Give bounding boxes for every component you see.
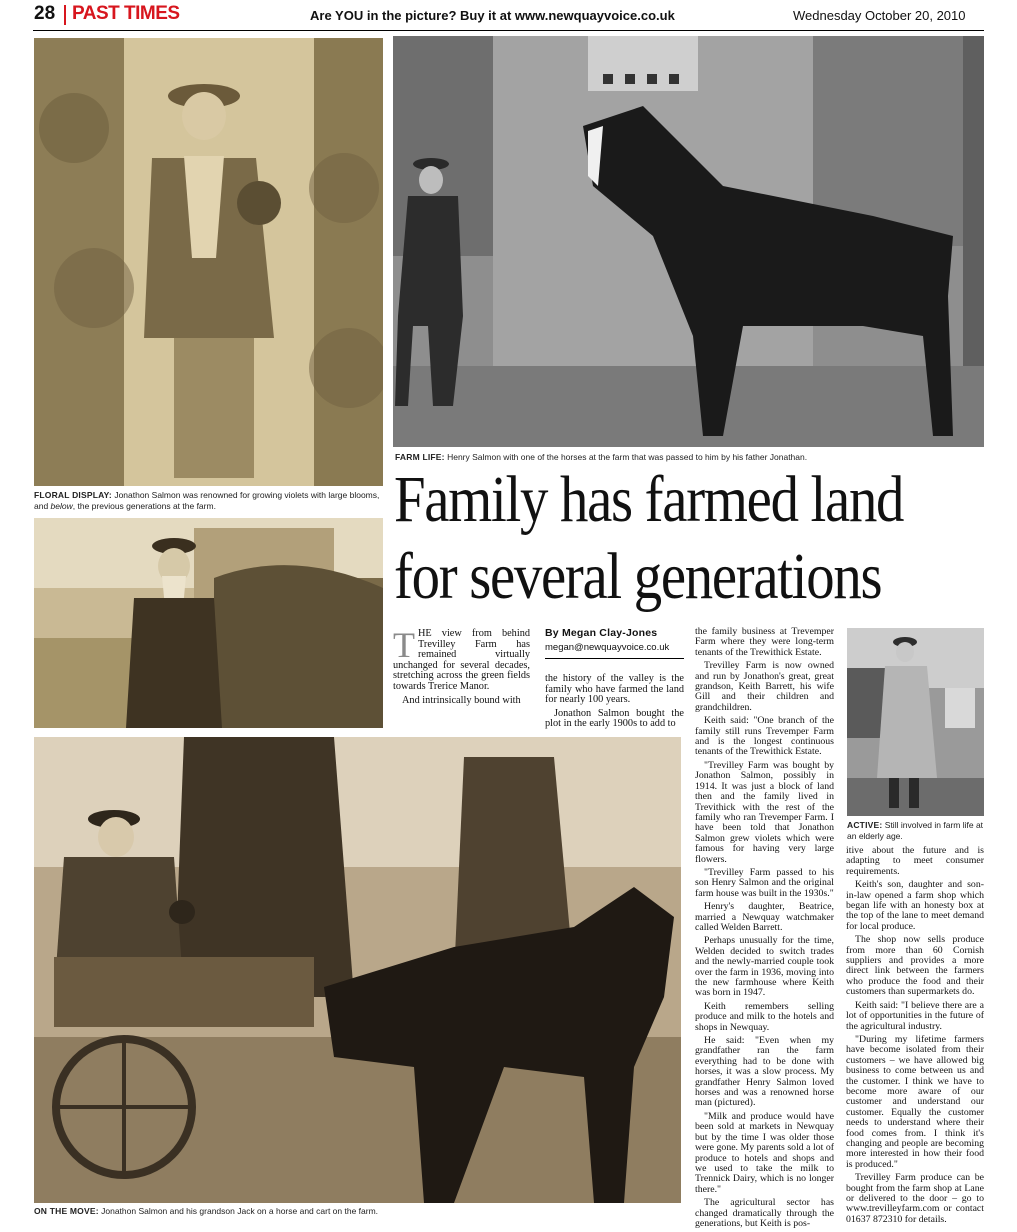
previous-generations-photo [34,518,383,728]
on-the-move-caption: ON THE MOVE: Jonathon Salmon and his grandson Jack on a horse and cart on the farm. [34,1206,379,1216]
article-paragraph: Keith said: "I believe there are a lot of opportunities in the future of the agricultural industry. [846,999,984,1032]
article-paragraph: The shop now sells produce from more than 60 Cornish suppliers and provides a more direct link between the farmers who produce the food and their customers than supermarkets do. [846,934,984,998]
article-column-4 [846,846,984,1228]
header-divider [64,5,66,25]
floral-display-caption: FLORAL DISPLAY: Jonathon Salmon was renowned for growing violets with large blooms, and below, the previous generations at the farm. [34,490,380,511]
farm-life-caption: FARM LIFE: Henry Salmon with one of the horses at the farm that was passed to him by his father Jonathan. [395,452,808,462]
page-number: 28 [34,3,56,24]
active-photo [847,628,984,816]
header-rule [33,30,984,31]
article-paragraph: "During my lifetime farmers have become isolated from their customers – we have allowed big business to come between us and the customer. I think we have to become more aware of our customer and understand our customer. Equally the customer needs to understand where their food comes from. I think it's changing and people are becoming more interested in how their food is produced." [846,1033,984,1170]
article-paragraph: He said: "Even when my grandfather ran the farm everything had to be done with horses, it was a slow process. My grandfather Henry Salmon loved horses and was a renowned horse man (pictured). [695,1035,834,1109]
article-lead-paragraph: THE view from behind Trevilley Farm has remained virtually unchanged for several decades, stretching across the green fields towards Trerice Manor. [393,625,530,692]
article-paragraph: Trevilley Farm produce can be bought from the farm shop at Lane or delivered to the door – go to www.trevilleyfarm.com or contact 01637 872310 for details. [846,1172,984,1225]
active-caption: ACTIVE: Still involved in farm life at an elderly age. [847,820,984,841]
article-paragraph: Henry's daughter, Beatrice, married a Newquay watchmaker called Welden Barrett. [695,901,834,933]
article-paragraph: Jonathon Salmon bought the plot in the early 1900s to add to [545,707,684,730]
article-column-1 [393,625,530,709]
section-title: PAST TIMES [72,3,180,24]
article-paragraph: "Milk and produce would have been sold at markets in Newquay but by the time I was older those were gone. My parents sold a lot of produce to hotels and shops and we used to take the milk to Trennick Dairy, which is no longer there." [695,1110,834,1195]
byline: By Megan Clay-Jones [545,627,658,639]
article-paragraph: the history of the valley is the family who have farmed the land for nearly 100 years. [545,673,684,706]
article-paragraph: Perhaps unusually for the time, Welden decided to switch trades and the newly-married couple took over the farm in 1936, moving into the new farmhouse where Keith was born in 1947. [695,935,834,999]
article-paragraph: "Trevilley Farm passed to his son Henry Salmon and the original farm house was built in the 1930s." [695,866,834,899]
promo-line: Are YOU in the picture? Buy it at www.newquayvoice.co.uk [310,8,675,23]
headline-line-1: Family has farmed land [394,463,904,536]
article-paragraph: Trevilley Farm is now owned and run by Jonathon's great, great grandson, Keith Barrett, his wife Gill and their children and grandchildren. [695,660,834,713]
article-paragraph: And intrinsically bound with [402,694,521,706]
article-paragraph: itive about the future and is adapting to meet consumer requirements. [846,845,984,877]
caption-label: FLORAL DISPLAY: [34,490,112,500]
farm-life-photo [393,36,984,447]
drop-cap: T [393,625,415,665]
article-column-3 [695,627,834,1232]
byline-rule [545,658,684,659]
floral-display-photo [34,38,383,486]
article-paragraph: the family business at Trevemper Farm where they were long-term tenants of the Trewithick Estate. [695,626,834,658]
article-paragraph: Keith said: "One branch of the family still runs Trevemper Farm and is the longest continuous tenants of the Trewithick Estate. [695,715,834,758]
byline-email: megan@newquayvoice.co.uk [545,642,670,653]
article-paragraph: "Trevilley Farm was bought by Jonathon Salmon, possibly in 1914. It was just a block of land then and the family lived in Trevithick with the rest of the family who ran Trevemper Farm. I have been told that Jonathon Salmon grew violets which were famous for having very large flowers. [695,759,834,865]
article-paragraph: Keith's son, daughter and son-in-law opened a farm shop which began life with an honesty box at the top of the lane to meet demand for local produce. [846,879,984,932]
headline [394,461,904,615]
article-paragraph: The agricultural sector has changed dramatically through the generations, but Keith is pos- [695,1197,834,1229]
article-paragraph: Keith remembers selling produce and milk to the hotels and shops in Newquay. [695,1000,834,1033]
headline-line-2: for several generations [394,540,882,613]
article-column-2 [545,674,684,733]
on-the-move-photo [34,737,681,1203]
issue-date: Wednesday October 20, 2010 [793,8,966,23]
